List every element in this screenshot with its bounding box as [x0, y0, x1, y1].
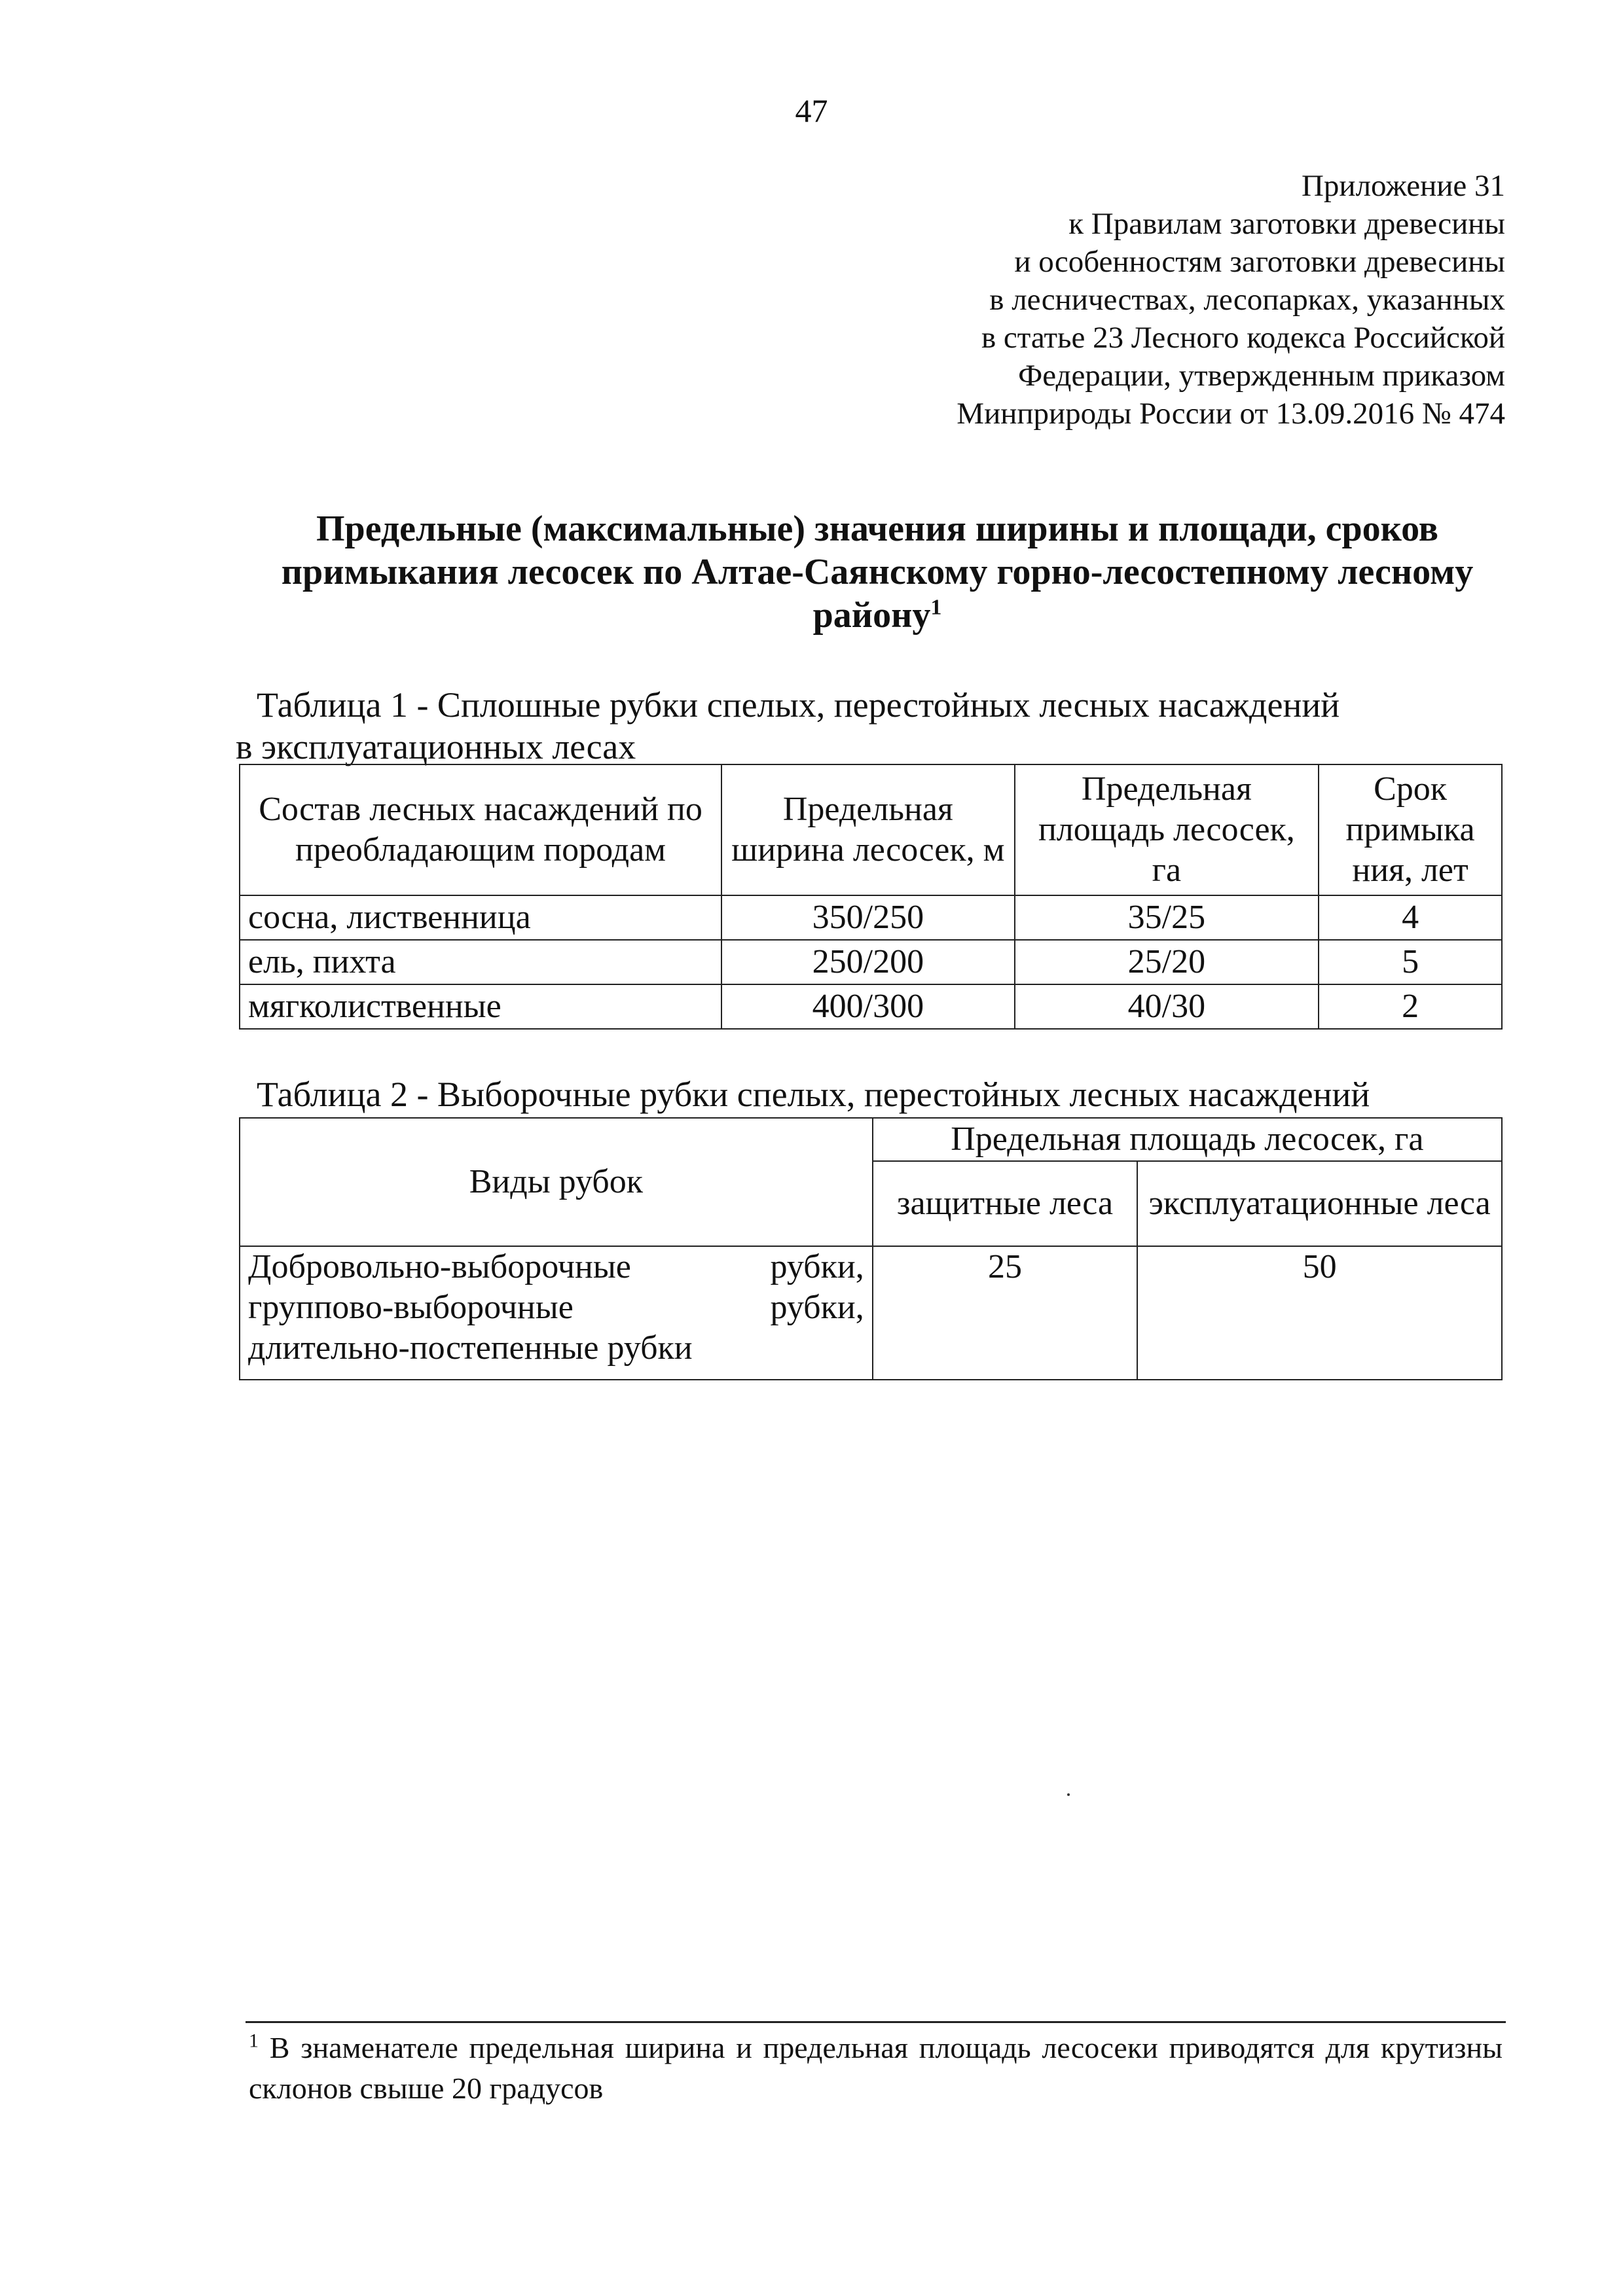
table1-caption — [236, 684, 1340, 768]
table-cell: 50 — [1137, 1246, 1502, 1380]
text-fragment: длительно-постепенные рубки — [248, 1329, 693, 1367]
title-line: примыкания лесосек по Алтае-Саянскому горно-лесостепному лесному — [281, 552, 1474, 592]
table-row — [240, 895, 1502, 940]
table-cell: ель, пихта — [240, 940, 721, 984]
table-cell: 350/250 — [721, 895, 1015, 940]
table2-header-area-group: Предельная площадь лесосек, га — [873, 1118, 1502, 1161]
document-title — [236, 507, 1519, 637]
text-line — [248, 1247, 864, 1287]
appendix-line: Минприроды России от 13.09.2016 № 474 — [957, 397, 1505, 431]
appendix-line: к Правилам заготовки древесины — [1068, 207, 1505, 241]
appendix-line: Федерации, утвержденным приказом — [1018, 359, 1505, 393]
appendix-line: и особенностям заготовки древесины — [1014, 245, 1505, 279]
table1-header-area: Предельная площадь лесосек, га — [1015, 764, 1319, 895]
table-cell: 4 — [1319, 895, 1502, 940]
table-cell: 250/200 — [721, 940, 1015, 984]
table1-header-composition: Состав лесных насаждений по преобладающим породам — [240, 764, 721, 895]
text-fragment: групповo-выборочные — [248, 1289, 574, 1326]
text-line — [248, 1287, 864, 1328]
table-cell: 5 — [1319, 940, 1502, 984]
appendix-line: в статье 23 Лесного кодекса Российской — [981, 321, 1505, 355]
table-cell: 25 — [873, 1246, 1138, 1380]
table-cell: сосна, лиственница — [240, 895, 721, 940]
scan-speck — [1067, 1793, 1070, 1796]
table1-caption-line: Таблица 1 - Сплошные рубки спелых, перестойных лесных насаждений — [257, 685, 1340, 725]
table-cell: мягколиственные — [240, 984, 721, 1029]
table2-header-cutting-types: Виды рубок — [240, 1118, 873, 1246]
table-cell: 2 — [1319, 984, 1502, 1029]
text-fragment: Добровольно-выборочные — [248, 1248, 631, 1285]
table1 — [239, 764, 1503, 1030]
appendix-line: Приложение 31 — [1301, 169, 1505, 203]
table-cell: 35/25 — [1015, 895, 1319, 940]
footnote — [249, 2028, 1503, 2109]
table1-caption-line: в эксплуатационных лесах — [236, 727, 636, 766]
table2-header-protective: защитные леса — [873, 1161, 1138, 1246]
appendix-line: в лесничествах, лесопарках, указанных — [989, 283, 1505, 317]
title-line-text: району — [812, 595, 931, 636]
table-row — [240, 1246, 1502, 1380]
table-cell: 25/20 — [1015, 940, 1319, 984]
title-line — [236, 594, 1519, 637]
table-row — [240, 940, 1502, 984]
table2-caption: Таблица 2 - Выборочные рубки спелых, перестойных лесных насаждений — [257, 1075, 1370, 1114]
table2-header-operational: эксплуатационные леса — [1137, 1161, 1502, 1246]
text-line — [248, 1328, 864, 1369]
table-cell: 400/300 — [721, 984, 1015, 1029]
table-header-row — [240, 1118, 1502, 1161]
footnote-reference: 1 — [930, 595, 942, 620]
page-number: 47 — [795, 92, 828, 129]
table2 — [239, 1117, 1503, 1380]
table1-header-width: Предельная ширина лесосек, м — [721, 764, 1015, 895]
table-row — [240, 984, 1502, 1029]
appendix-header — [957, 167, 1505, 433]
footnote-mark: 1 — [249, 2030, 259, 2052]
table2-cutting-type-cell — [240, 1246, 873, 1380]
title-line: Предельные (максимальные) значения ширины и площади, сроков — [316, 509, 1438, 549]
footnote-text: В знаменателе предельная ширина и предельная площадь лесосеки приводятся для крутизны склонов свыше 20 градусов — [249, 2031, 1503, 2105]
footnote-divider — [246, 2021, 1506, 2023]
table1-header-adjacency: Срок примыка ния, лет — [1319, 764, 1502, 895]
table-cell: 40/30 — [1015, 984, 1319, 1029]
text-fragment: рубки, — [770, 1248, 864, 1285]
text-fragment: рубки, — [770, 1289, 864, 1326]
table-header-row — [240, 764, 1502, 895]
